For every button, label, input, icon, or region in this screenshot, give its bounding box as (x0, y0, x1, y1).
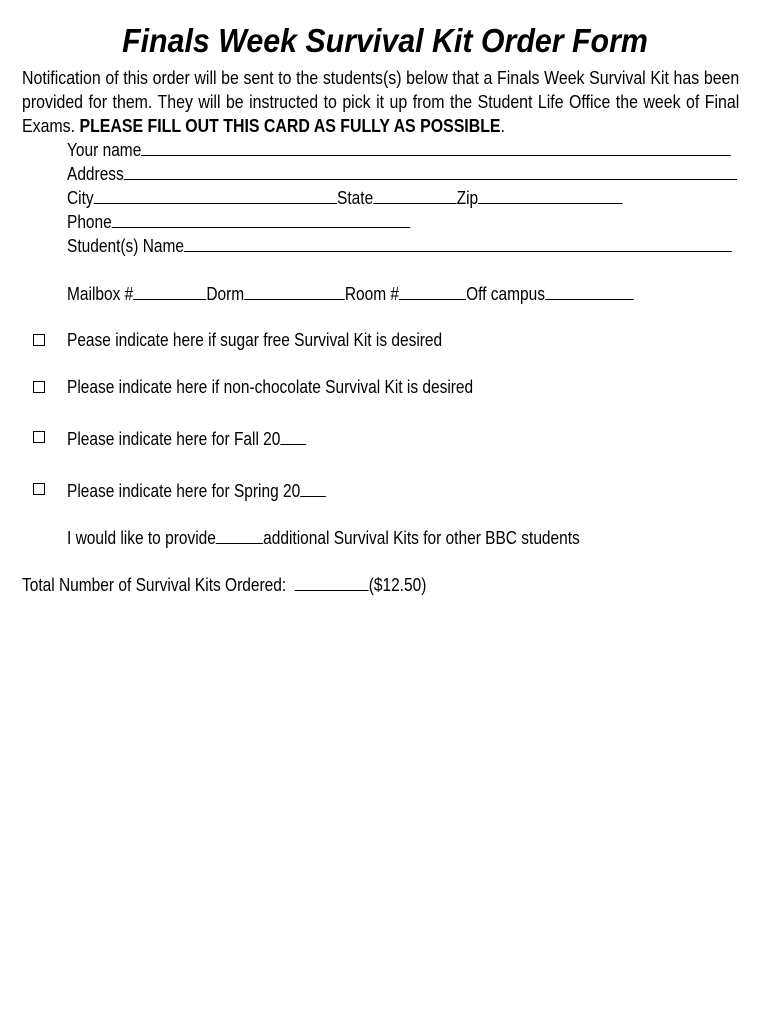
total-label: Total Number of Survival Kits Ordered: (22, 575, 287, 595)
students-name-field[interactable] (184, 235, 732, 252)
non-chocolate-label: Please indicate here if non-chocolate Survival Kit is desired (67, 377, 474, 397)
your-name-field[interactable] (141, 139, 731, 156)
intro-text: Notification of this order will be sent to the students(s) below that a Finals Week Survival Kit has been provided for them. They will be instructed to pick it up from the Student Life Office the week of Final Exams. (22, 67, 740, 136)
sugar-free-label: Pease indicate here if sugar free Survival Kit is desired (67, 330, 443, 350)
total-field[interactable] (295, 574, 369, 591)
dorm-label: Dorm (206, 284, 245, 304)
additional-kits-row (67, 527, 580, 549)
off-campus-label: Off campus (466, 284, 545, 304)
sugar-free-option (67, 329, 442, 351)
your-name-row (67, 139, 731, 161)
additional-prefix: I would like to provide (67, 528, 216, 548)
address-field[interactable] (124, 163, 737, 180)
campus-address-row (67, 283, 634, 305)
mailbox-label: Mailbox # (67, 284, 134, 304)
intro-paragraph (22, 66, 739, 138)
state-label: State (337, 188, 374, 208)
form-title: Finals Week Survival Kit Order Form (122, 22, 648, 59)
sugar-free-checkbox[interactable] (33, 334, 45, 346)
non-chocolate-checkbox[interactable] (33, 381, 45, 393)
address-label: Address (67, 164, 124, 184)
phone-label: Phone (67, 212, 112, 232)
total-row (22, 574, 426, 596)
your-name-label: Your name (67, 140, 142, 160)
intro-end: . (500, 115, 505, 136)
fall-checkbox[interactable] (33, 431, 45, 443)
room-field[interactable] (399, 283, 466, 300)
students-name-label: Student(s) Name (67, 236, 185, 256)
zip-field[interactable] (478, 187, 622, 204)
city-state-zip-row (67, 187, 623, 209)
students-name-row (67, 235, 732, 257)
spring-option (67, 480, 326, 502)
non-chocolate-option (67, 376, 473, 398)
room-label: Room # (344, 284, 400, 304)
city-label: City (67, 188, 94, 208)
dorm-field[interactable] (244, 283, 345, 300)
total-price: ($12.50) (368, 575, 427, 595)
address-row (67, 163, 737, 185)
state-field[interactable] (373, 187, 456, 204)
city-field[interactable] (94, 187, 337, 204)
fall-option (67, 428, 306, 450)
additional-kits-field[interactable] (216, 527, 263, 544)
zip-label: Zip (456, 188, 479, 208)
mailbox-field[interactable] (133, 283, 206, 300)
spring-label: Please indicate here for Spring 20 (67, 481, 301, 501)
spring-checkbox[interactable] (33, 483, 45, 495)
fall-label: Please indicate here for Fall 20 (67, 429, 281, 449)
phone-field[interactable] (112, 211, 410, 228)
additional-suffix: additional Survival Kits for other BBC students (263, 528, 580, 548)
intro-emphasis: PLEASE FILL OUT THIS CARD AS FULLY AS POSSIBLE (79, 115, 501, 136)
phone-row (67, 211, 410, 233)
off-campus-field[interactable] (545, 283, 634, 300)
spring-year-field[interactable] (300, 480, 326, 497)
fall-year-field[interactable] (280, 428, 306, 445)
